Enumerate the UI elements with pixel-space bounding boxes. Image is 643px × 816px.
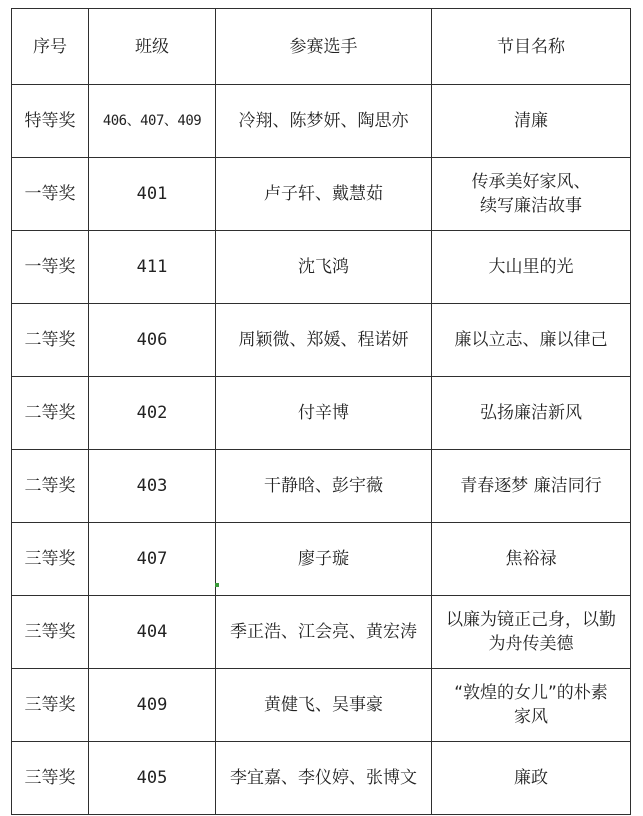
program-cell [432, 231, 631, 304]
program-cell [432, 523, 631, 596]
players-cell: 李宜嘉、李仪婷、张博文 [216, 742, 432, 815]
program-cell [432, 158, 631, 231]
header-cell-players: 参赛选手 [216, 9, 432, 85]
class-cell: 406 [89, 304, 216, 377]
class-cell: 401 [89, 158, 216, 231]
program-text: 清廉 [514, 111, 548, 131]
players-cell: 付辛博 [216, 377, 432, 450]
class-cell: 407 [89, 523, 216, 596]
award-cell: 特等奖 [12, 85, 89, 158]
program-text: 大山里的光 [488, 257, 574, 277]
program-cell [432, 742, 631, 815]
program-cell [432, 304, 631, 377]
award-cell: 二等奖 [12, 304, 89, 377]
program-text: 青春逐梦 廉洁同行 [460, 476, 602, 496]
players-cell: 季正浩、江会亮、黄宏涛 [216, 596, 432, 669]
award-cell: 一等奖 [12, 158, 89, 231]
table-row [12, 377, 631, 450]
table-row [12, 523, 631, 596]
table-row [12, 158, 631, 231]
table-row [12, 450, 631, 523]
award-cell: 三等奖 [12, 669, 89, 742]
award-cell: 二等奖 [12, 450, 89, 523]
class-cell: 405 [89, 742, 216, 815]
players-cell: 干静晗、彭宇薇 [216, 450, 432, 523]
program-cell [432, 450, 631, 523]
players-cell: 冷翔、陈梦妍、陶思亦 [216, 85, 432, 158]
class-cell: 406、407、409 [89, 85, 216, 158]
players-cell: 卢子轩、戴慧茹 [216, 158, 432, 231]
players-cell: 沈飞鸿 [216, 231, 432, 304]
class-cell: 402 [89, 377, 216, 450]
table-row [12, 231, 631, 304]
players-cell: 廖子璇 [216, 523, 432, 596]
program-cell [432, 377, 631, 450]
cell-corner-marker [215, 583, 219, 587]
award-cell: 三等奖 [12, 742, 89, 815]
award-cell: 三等奖 [12, 523, 89, 596]
table-row [12, 85, 631, 158]
table-row [12, 596, 631, 669]
award-cell: 一等奖 [12, 231, 89, 304]
program-text: 传承美好家风、 续写廉洁故事 [471, 172, 591, 216]
program-text: 廉政 [514, 768, 548, 788]
players-cell: 周颖微、郑媛、程诺妍 [216, 304, 432, 377]
class-cell: 411 [89, 231, 216, 304]
program-text: 廉以立志、廉以律己 [454, 330, 608, 350]
program-cell [432, 669, 631, 742]
table-header-row [12, 9, 631, 85]
header-cell-index: 序号 [12, 9, 89, 85]
table-row [12, 669, 631, 742]
program-text: 弘扬廉洁新风 [480, 403, 582, 423]
table-row [12, 742, 631, 815]
class-cell: 409 [89, 669, 216, 742]
program-cell [432, 596, 631, 669]
award-table [11, 8, 631, 815]
players-cell: 黄健飞、吴事豪 [216, 669, 432, 742]
program-text: 以廉为镜正己身，以勤 为舟传美德 [446, 610, 616, 654]
header-cell-class: 班级 [89, 9, 216, 85]
class-cell: 404 [89, 596, 216, 669]
class-cell: 403 [89, 450, 216, 523]
table-row [12, 304, 631, 377]
header-cell-program: 节目名称 [432, 9, 631, 85]
award-cell: 三等奖 [12, 596, 89, 669]
program-cell [432, 85, 631, 158]
award-cell: 二等奖 [12, 377, 89, 450]
program-text: 焦裕禄 [505, 549, 557, 569]
program-text: “敦煌的女儿”的朴素 家风 [454, 683, 608, 727]
